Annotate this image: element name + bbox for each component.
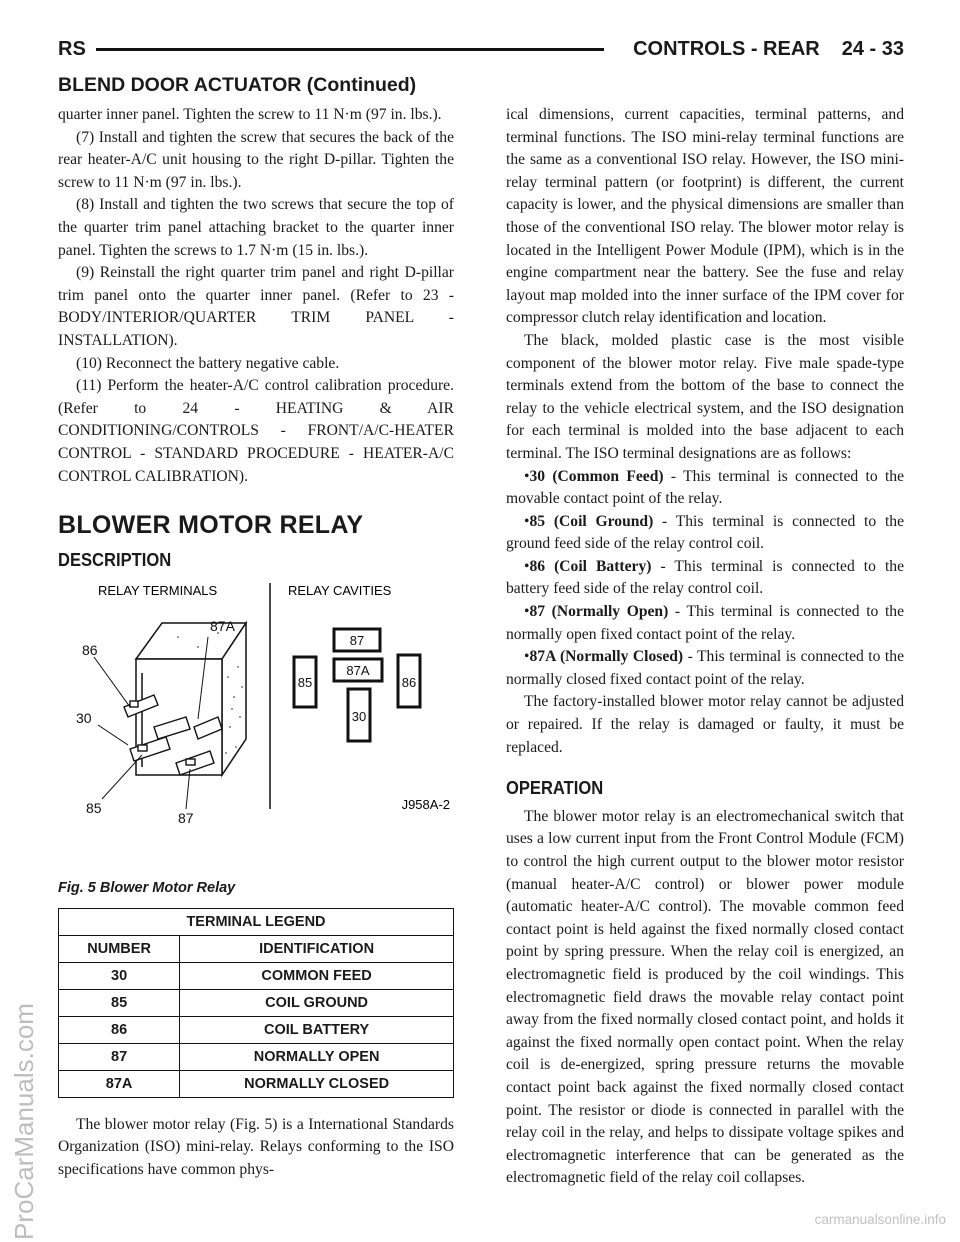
paragraph: The blower motor relay is an electromechanical switch that uses a low current input from the Front Control Module (FCM) to control the high current output to the blower motor resistor (manual heater-A/C control) or blower power module (automatic heater-A/C control). The movable common feed contact point is held against the fixed normally closed contact point by spring pressure. When the relay coil is energized, an electromagnetic field is produced by the coil windings. This electromagnetic field draws the movable relay contact point away from the fixed normally closed contact point, and holds it against the fixed normally open contact point. When the relay coil is de-energized, spring pressure returns the movable contact point back against the fixed normally closed contact point. The resistor or diode is connected in parallel with the relay coil in the relay, and helps to dissipate voltage spikes and electromagnetic interference that can be generated as the electromagnetic field of the relay coil collapses.: [506, 807, 904, 1187]
header-title: [633, 38, 904, 61]
description-heading: DESCRIPTION: [58, 549, 172, 570]
paragraph: The black, molded plastic case is the most visible component of the blower motor relay. Five male spade-type terminals extend from the bottom of the base to connect the relay to the vehicle electrical system, and the ISO designation for each terminal is molded into the base adjacent to each terminal. The ISO terminal designations are as follows:: [506, 331, 904, 462]
label-87: 87: [178, 810, 194, 827]
label-30: 30: [76, 710, 92, 727]
watermark-text: ProCarManuals.com: [9, 1003, 39, 1240]
bullet-text: - This terminal is connected to the normally open fixed contact point of the relay.: [506, 603, 904, 643]
left-column: [58, 104, 454, 1182]
relay-diagram: [58, 577, 454, 877]
cavity-86: 86: [401, 675, 417, 691]
side-watermark: [6, 560, 42, 1240]
legend-col-number: NUMBER: [59, 935, 180, 962]
figure-caption: Fig. 5 Blower Motor Relay: [58, 880, 236, 897]
bullet-lead: 87 (Normally Open): [529, 603, 669, 621]
legend-identification: COIL BATTERY: [180, 1016, 454, 1043]
paragraph: (8) Install and tighten the two screws that secure the top of the quarter trim panel attaching bracket to the quarter inner panel. Tighten the screws to 1.7 N·m (15 in. lbs.).: [58, 196, 454, 259]
header-page-number: 24 - 33: [841, 38, 904, 60]
table-row: [59, 1043, 454, 1070]
legend-col-identification: IDENTIFICATION: [180, 935, 454, 962]
continued-heading: BLEND DOOR ACTUATOR (Continued): [58, 74, 417, 96]
legend-number: 87: [59, 1043, 180, 1070]
paragraph: (7) Install and tighten the screw that secures the back of the rear heater-A/C unit housing to the right D-pillar. Tighten the screw to 11 N·m (97 in. lbs.).: [58, 128, 454, 191]
relay-figure: [58, 577, 454, 877]
figure-left-title: RELAY TERMINALS: [98, 583, 218, 599]
bullet-text: - This terminal is connected to the normally closed fixed contact point of the relay.: [506, 648, 904, 688]
right-column: [506, 104, 904, 1190]
paragraph: The factory-installed blower motor relay cannot be adjusted or repaired. If the relay is damaged or faulty, it must be replaced.: [506, 693, 904, 756]
header-rule: [96, 48, 604, 51]
figure-right-title: RELAY CAVITIES: [288, 583, 392, 599]
legend-number: 86: [59, 1016, 180, 1043]
bullet-text: - This terminal is connected to the battery feed side of the relay control coil.: [506, 557, 904, 598]
legend-identification: NORMALLY CLOSED: [180, 1070, 454, 1097]
terminal-legend-table: [58, 908, 454, 1098]
legend-number: 85: [59, 989, 180, 1016]
paragraph: The blower motor relay (Fig. 5) is a International Standards Organization (ISO) mini-relay. Relays conforming to the ISO specifications have common phys-: [58, 1115, 454, 1179]
paragraph: (11) Perform the heater-A/C control calibration procedure. (Refer to 24 - HEATING & AIR CONDITIONING/CONTROLS - FRONT/A/C-HEATER CONTROL - STANDARD PROCEDURE - HEATER-A/C CONTROL CALIBRATION).: [58, 377, 454, 485]
figure-code: J958A-2: [401, 797, 450, 813]
paragraph: quarter inner panel. Tighten the screw to 11 N·m (97 in. lbs.).: [58, 106, 442, 123]
legend-identification: COIL GROUND: [180, 989, 454, 1016]
list-item: •85 (Coil Ground) - This terminal is connected to the ground feed side of the relay control coil.: [506, 512, 904, 553]
list-item: •87 (Normally Open) - This terminal is connected to the normally open fixed contact point of the relay.: [506, 603, 904, 643]
bullet-lead: 30 (Common Feed): [529, 467, 664, 485]
legend-number: 87A: [59, 1070, 180, 1097]
legend-title: TERMINAL LEGEND: [59, 908, 454, 935]
header-section-code: RS: [58, 38, 86, 60]
label-86: 86: [82, 642, 98, 659]
list-item: •87A (Normally Closed) - This terminal is connected to the normally closed fixed contact point of the relay.: [506, 648, 904, 688]
cavity-30: 30: [351, 709, 367, 725]
legend-number: 30: [59, 962, 180, 989]
bullet-lead: 85 (Coil Ground): [529, 512, 654, 530]
table-row: [59, 962, 454, 989]
header-chapter: CONTROLS - REAR: [633, 38, 820, 60]
bullet-text: - This terminal is connected to the ground feed side of the relay control coil.: [506, 512, 904, 553]
label-87a: 87A: [210, 618, 235, 635]
label-85: 85: [86, 800, 102, 817]
legend-identification: COMMON FEED: [180, 962, 454, 989]
legend-identification: NORMALLY OPEN: [180, 1043, 454, 1070]
paragraph: ical dimensions, current capacities, terminal patterns, and terminal functions. The ISO mini-relay terminal functions are the same as a conventional ISO relay. However, the ISO mini-relay terminal pattern (or footprint) is different, the current capacity is lower, and the physical dimensions are smaller than those of the conventional ISO relay. The blower motor relay is located in the Intelligent Power Module (IPM), which is in the engine compartment near the battery. See the fuse and relay layout map molded into the inner surface of the IPM cover for compressor clutch relay identification and location.: [506, 106, 904, 327]
bullet-lead: 87A (Normally Closed): [529, 648, 684, 666]
table-row: [59, 1070, 454, 1097]
page-header: [58, 38, 904, 68]
bullet-lead: 86 (Coil Battery): [529, 557, 652, 575]
cavity-85: 85: [297, 675, 313, 691]
footer-watermark: carmanualsonline.info: [814, 1212, 946, 1227]
paragraph: (10) Reconnect the battery negative cable.: [76, 354, 340, 372]
table-row: [59, 989, 454, 1016]
section-title: BLOWER MOTOR RELAY: [58, 511, 364, 540]
operation-heading: OPERATION: [506, 778, 604, 799]
cavity-87: 87: [349, 633, 365, 649]
list-item: •86 (Coil Battery) - This terminal is connected to the battery feed side of the relay control coil.: [506, 557, 904, 598]
bullet-text: - This terminal is connected to the movable contact point of the relay.: [506, 467, 904, 508]
paragraph: (9) Reinstall the right quarter trim panel and right D-pillar trim panel onto the quarter inner panel. (Refer to 23 - BODY/INTERIOR/QUARTER TRIM PANEL - INSTALLATION).: [58, 264, 454, 349]
cavity-87a: 87A: [346, 663, 370, 679]
list-item: •30 (Common Feed) - This terminal is connected to the movable contact point of the relay.: [506, 467, 904, 508]
table-row: [59, 1016, 454, 1043]
